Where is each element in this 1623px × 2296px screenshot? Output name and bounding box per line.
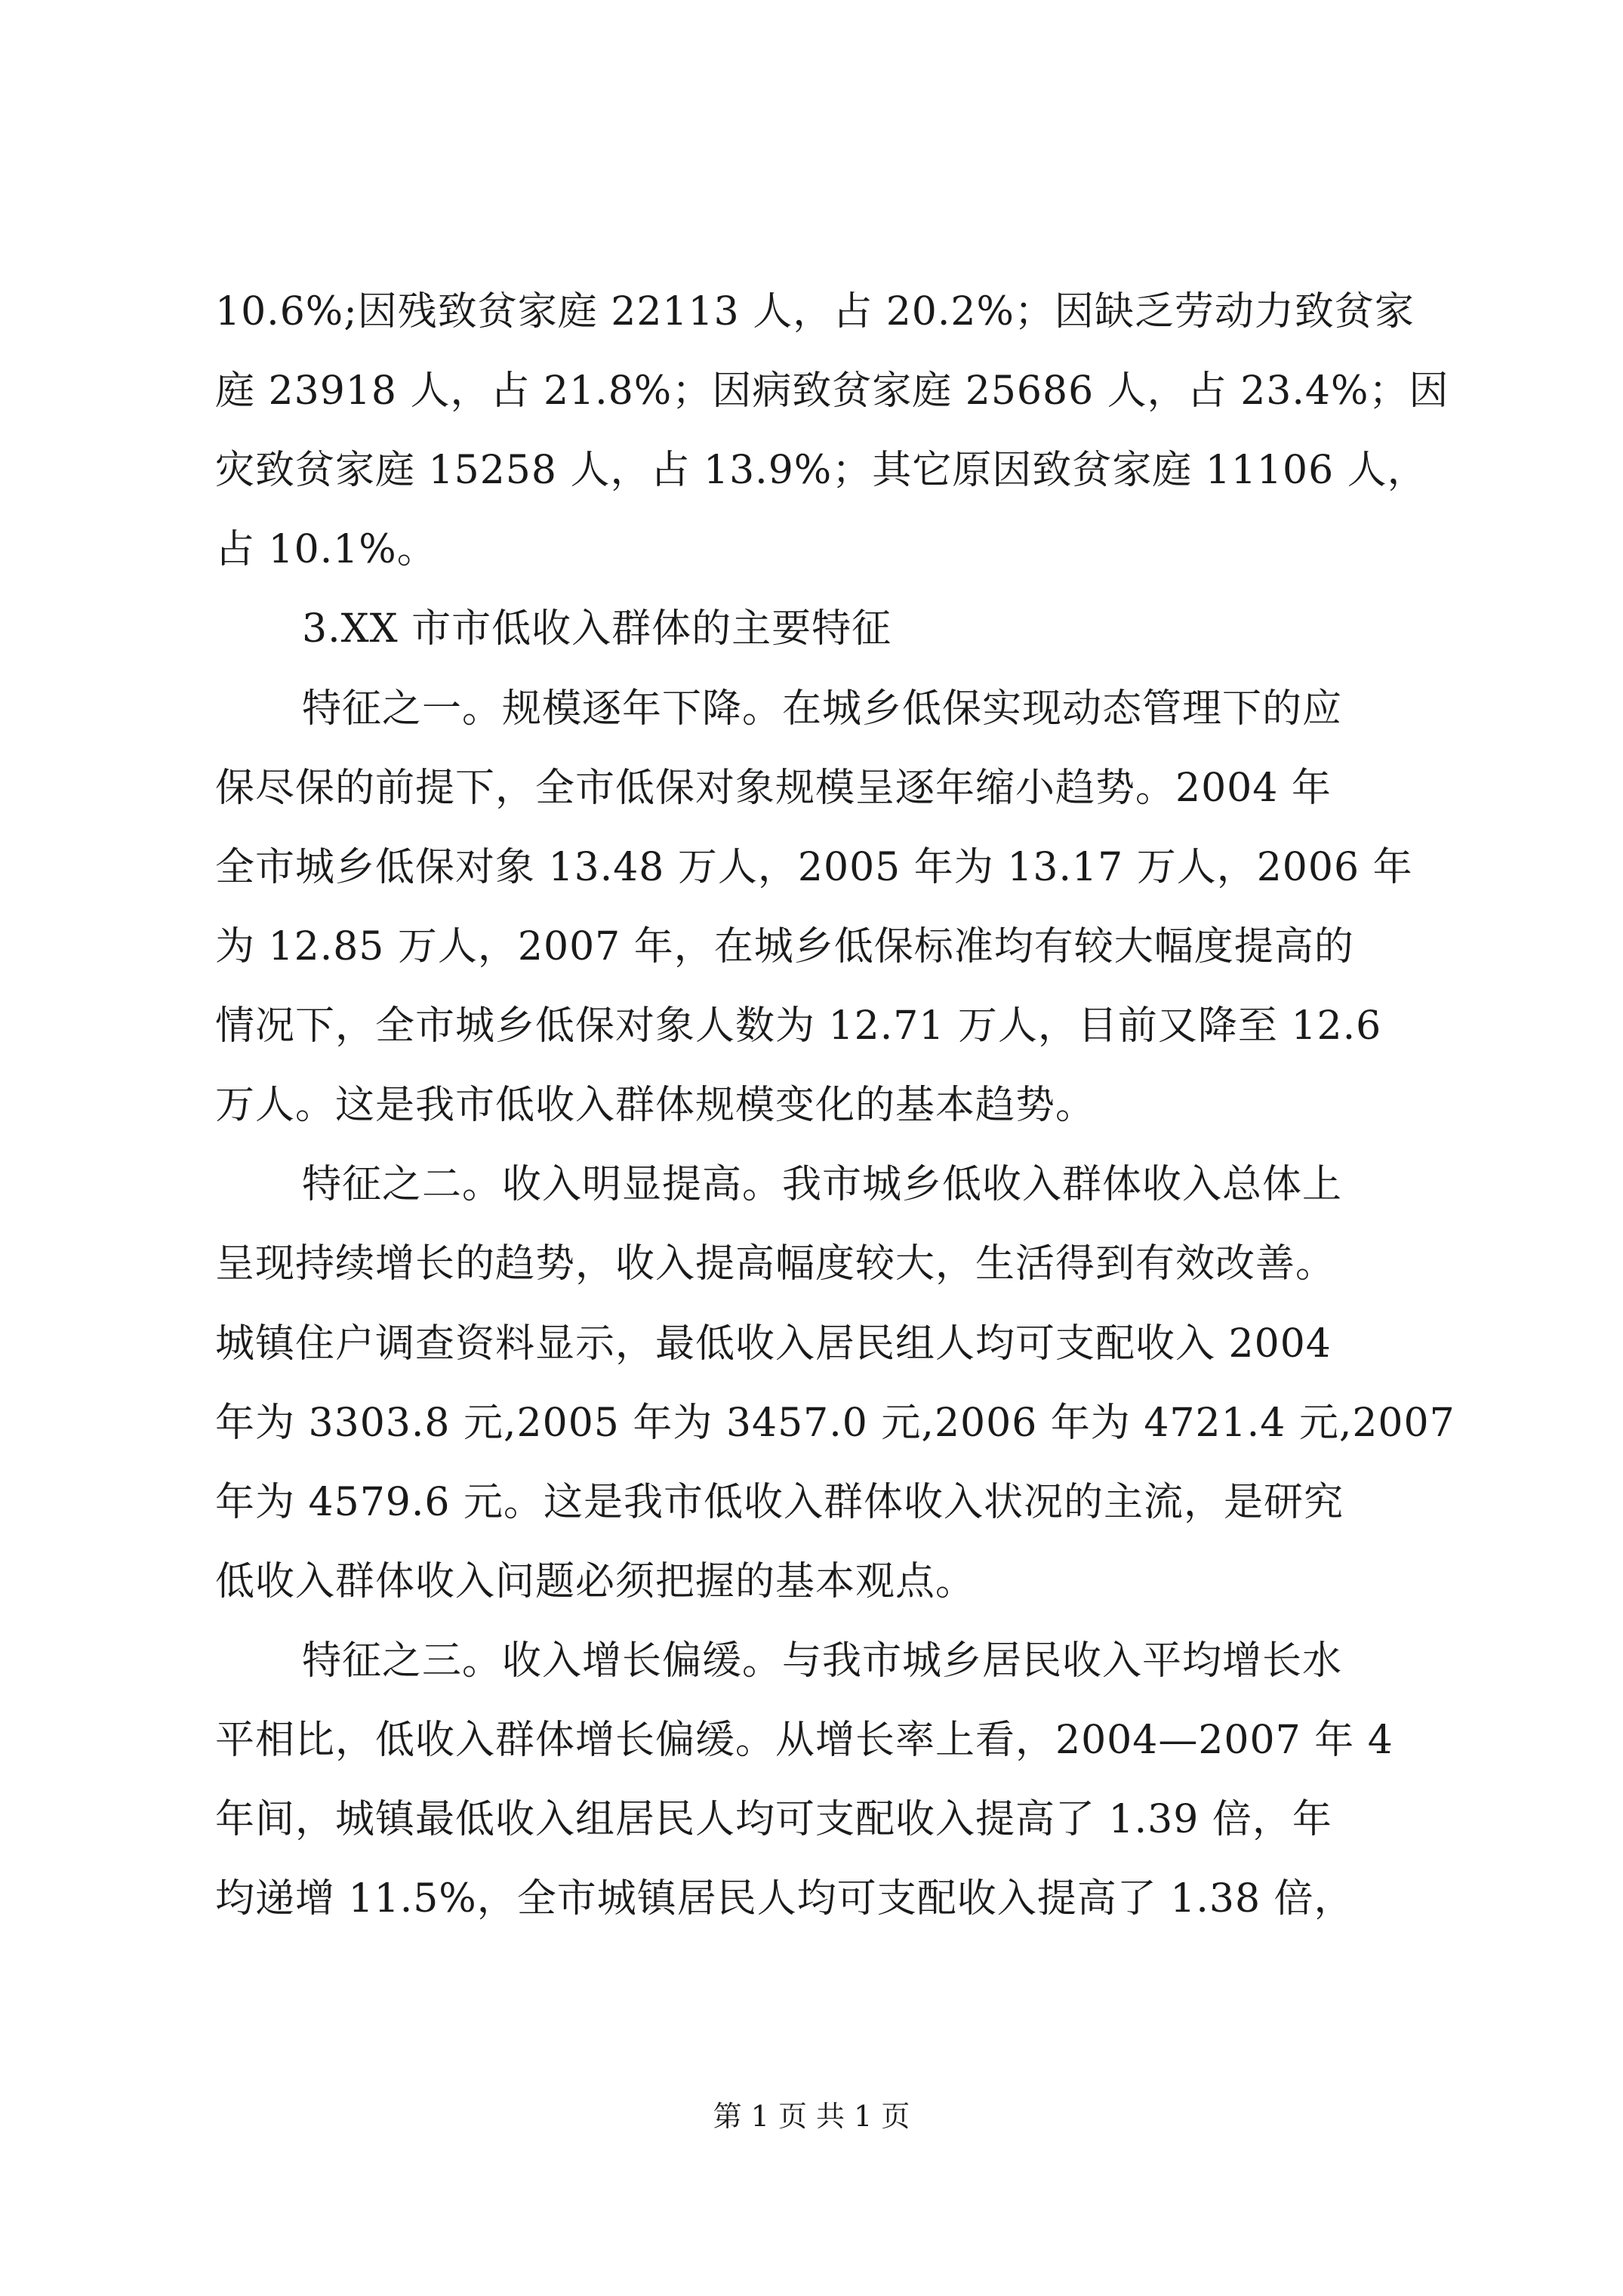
section-heading: 3.XX 市市低收入群体的主要特征 <box>302 606 892 652</box>
text-line: 10.6%;因残致贫家庭 22113 人，占 20.2%；因缺乏劳动力致贫家 <box>215 289 1415 334</box>
text-line: 呈现持续增长的趋势，收入提高幅度较大，生活得到有效改善。 <box>215 1241 1336 1287</box>
text-line: 灾致贫家庭 15258 人，占 13.9%；其它原因致贫家庭 11106 人， <box>215 448 1427 493</box>
text-line: 年间，城镇最低收入组居民人均可支配收入提高了 1.39 倍，年 <box>215 1797 1332 1842</box>
text-line: 城镇住户调查资料显示，最低收入居民组人均可支配收入 2004 <box>215 1321 1332 1367</box>
page-footer: 第 1 页 共 1 页 <box>713 2100 910 2133</box>
text-line: 年为 3303.8 元,2005 年为 3457.0 元,2006 年为 4721.4 元,2007 <box>215 1401 1455 1446</box>
text-line: 为 12.85 万人，2007 年，在城乡低保标准均有较大幅度提高的 <box>215 924 1354 969</box>
text-line: 平相比，低收入群体增长偏缓。从增长率上看，2004—2007 年 4 <box>215 1718 1394 1763</box>
text-line: 特征之一。规模逐年下降。在城乡低保实现动态管理下的应 <box>302 686 1343 732</box>
text-line: 庭 23918 人，占 21.8%；因病致贫家庭 25686 人，占 23.4%；因 <box>215 368 1449 414</box>
text-line: 特征之二。收入明显提高。我市城乡低收入群体收入总体上 <box>302 1162 1343 1207</box>
text-line: 万人。这是我市低收入群体规模变化的基本趋势。 <box>215 1083 1096 1128</box>
text-line: 全市城乡低保对象 13.48 万人，2005 年为 13.17 万人，2006 年 <box>215 845 1413 890</box>
text-line: 保尽保的前提下，全市低保对象规模呈逐年缩小趋势。2004 年 <box>215 766 1332 811</box>
text-line: 年为 4579.6 元。这是我市低收入群体收入状况的主流，是研究 <box>215 1480 1344 1525</box>
text-line: 情况下，全市城乡低保对象人数为 12.71 万人，目前又降至 12.6 <box>215 1003 1382 1049</box>
text-line: 占 10.1%。 <box>215 527 437 572</box>
text-line: 特征之三。收入增长偏缓。与我市城乡居民收入平均增长水 <box>302 1638 1343 1684</box>
text-line: 均递增 11.5%，全市城镇居民人均可支配收入提高了 1.38 倍， <box>215 1876 1354 1922</box>
text-line: 低收入群体收入问题必须把握的基本观点。 <box>215 1559 976 1604</box>
